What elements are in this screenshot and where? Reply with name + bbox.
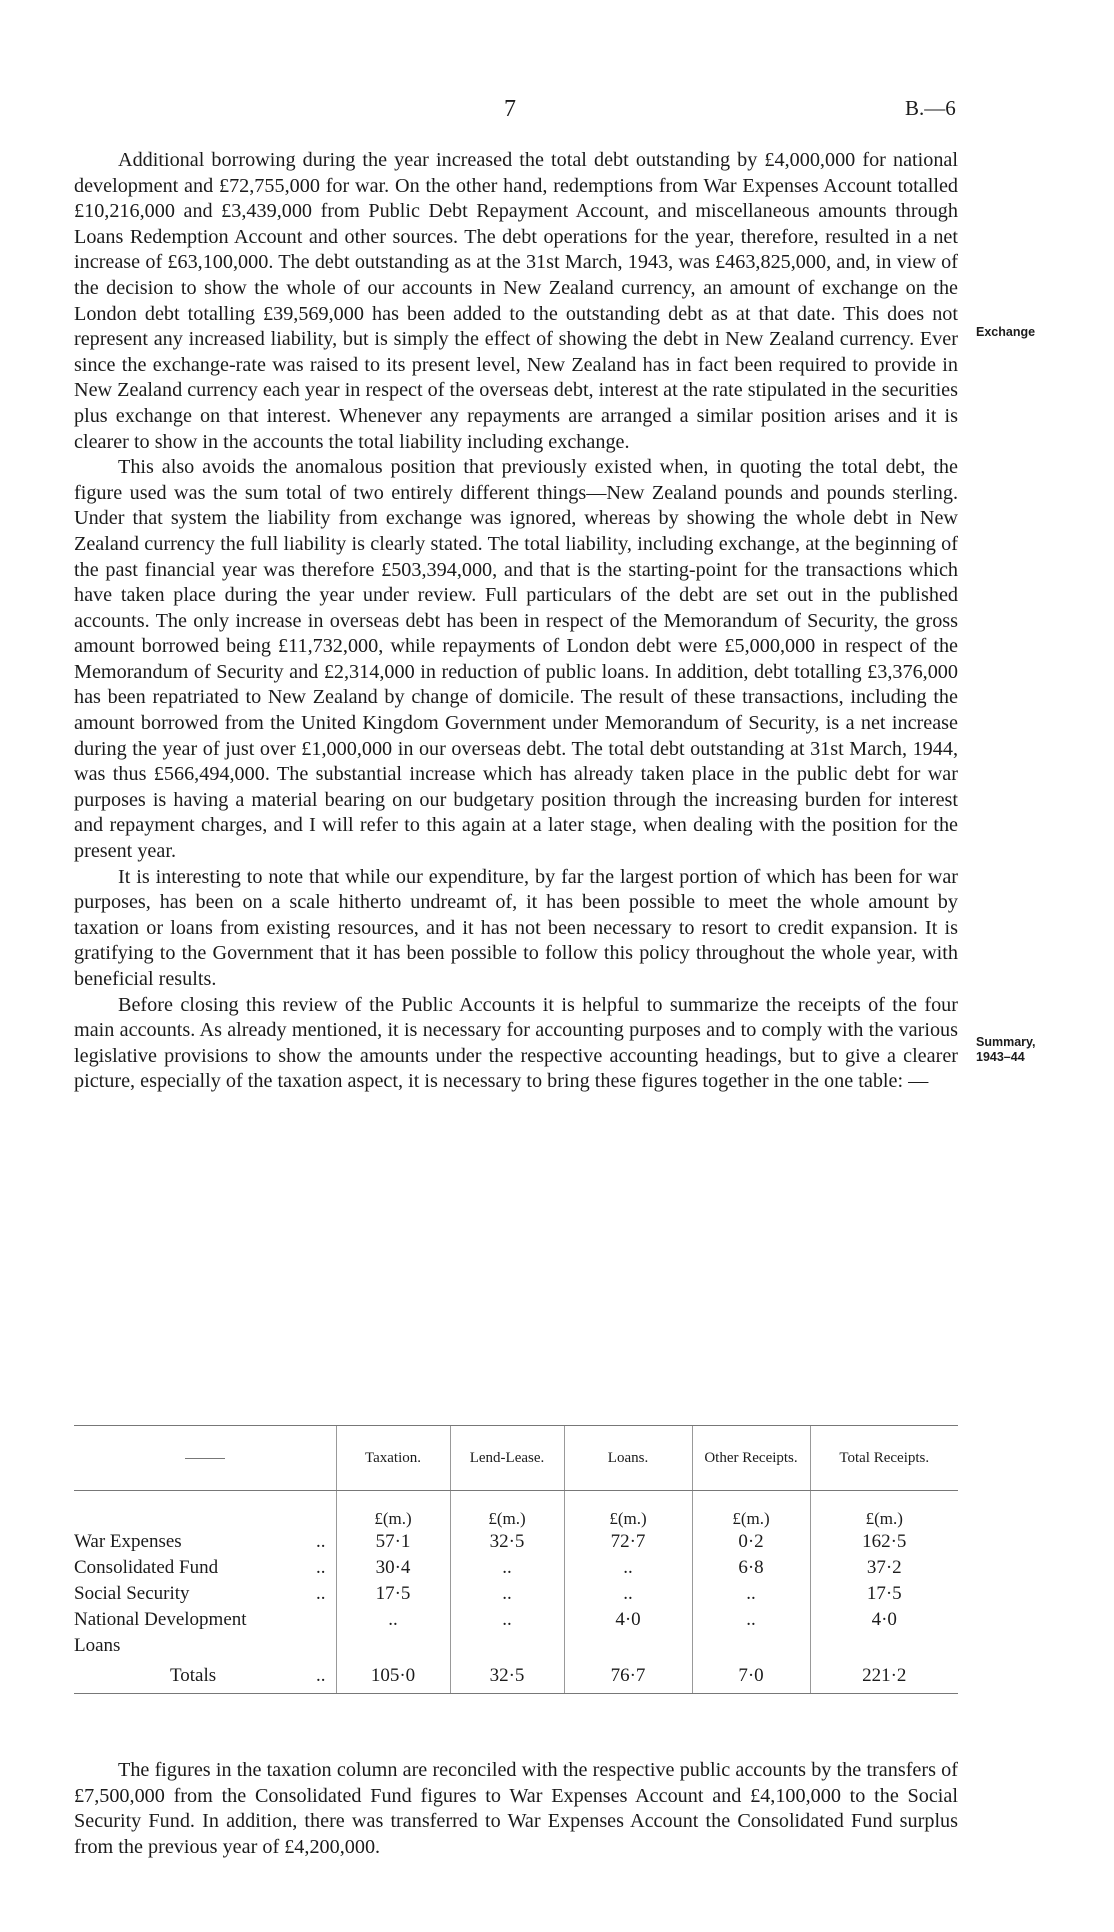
table-cell: .. (450, 1555, 564, 1581)
column-header: Taxation. (336, 1426, 450, 1491)
row-label-text: Social Security (74, 1583, 190, 1604)
row-label (74, 1581, 336, 1607)
table-cell: .. (692, 1607, 810, 1633)
table-row (74, 1555, 958, 1581)
paragraph-summary-intro: Before closing this review of the Public Accounts it is helpful to summarize the receipts of the four main accounts. As already mentioned, it is necessary for accounting purposes and to comply with the various legislative provisions to show the amounts under the respective accounting headings, but to give a clearer picture, especially of the taxation aspect, it is necessary to bring these figures together in the one table: — (74, 993, 958, 1093)
margin-note-summary (976, 1035, 1036, 1065)
document-code: B.—6 (905, 96, 956, 120)
column-header: Other Receipts. (692, 1426, 810, 1491)
totals-cell: 76·7 (564, 1659, 692, 1694)
table-cell: 17·5 (336, 1581, 450, 1607)
table-cell: 4·0 (810, 1607, 958, 1633)
row-label (74, 1555, 336, 1581)
leader-dots: .. (316, 1557, 326, 1578)
table-row-continuation (74, 1633, 958, 1659)
empty-cell (810, 1633, 958, 1659)
table-cell: 17·5 (810, 1581, 958, 1607)
table-cell: .. (336, 1607, 450, 1633)
empty-cell (564, 1633, 692, 1659)
table-cell: 57·1 (336, 1529, 450, 1555)
table-cell: .. (692, 1581, 810, 1607)
unit-cell: £(m.) (810, 1491, 958, 1530)
table-row (74, 1607, 958, 1633)
paragraph-credit-expansion: It is interesting to note that while our expenditure, by far the largest portion of which has been for war purposes, has been on a scale hitherto undreamt of, it has been possible to meet the whole amount by taxation or loans from existing resources, and it has not been necessary to resort to credit expansion. It is gratifying to the Government that it has been possible to follow this policy throughout the whole year, with beneficial results. (74, 865, 958, 990)
table-cell: .. (564, 1581, 692, 1607)
table-cell: .. (450, 1607, 564, 1633)
unit-cell: £(m.) (336, 1491, 450, 1530)
unit-cell: £(m.) (692, 1491, 810, 1530)
totals-cell: 105·0 (336, 1659, 450, 1694)
unit-cell: £(m.) (564, 1491, 692, 1530)
table-cell: 32·5 (450, 1529, 564, 1555)
leader-dots: .. (316, 1665, 326, 1686)
stub-header (74, 1426, 336, 1491)
table-header-row (74, 1426, 958, 1491)
closing-text (74, 1758, 958, 1860)
margin-note-summary-title: Summary, (976, 1035, 1036, 1049)
paragraph-reconciliation: The figures in the taxation column are reconciled with the respective public accounts by the transfers of £7,500,000 from the Consolidated Fund figures to War Expenses Account and £4,100,000 to the Social Security Fund. In addition, there was transferred to War Expenses Account the Consolidated Fund surplus from the previous year of £4,200,000. (74, 1759, 958, 1858)
table-cell: .. (450, 1581, 564, 1607)
empty-cell (692, 1633, 810, 1659)
totals-cell: 32·5 (450, 1659, 564, 1694)
page-number: 7 (504, 96, 516, 122)
row-label (74, 1529, 336, 1555)
totals-row (74, 1659, 958, 1694)
table-cell: 4·0 (564, 1607, 692, 1633)
table-cell: 6·8 (692, 1555, 810, 1581)
receipts-table (74, 1425, 958, 1694)
row-label-text: War Expenses (74, 1531, 182, 1552)
table-cell: 30·4 (336, 1555, 450, 1581)
unit-cell: £(m.) (450, 1491, 564, 1530)
totals-label-text: Totals (170, 1665, 217, 1686)
table-cell: 72·7 (564, 1529, 692, 1555)
totals-cell: 221·2 (810, 1659, 958, 1694)
leader-dots: .. (316, 1583, 326, 1604)
paragraph-debt-operations: Additional borrowing during the year increased the total debt outstanding by £4,000,000 for national development and £72,755,000 for war. On the other hand, redemptions from War Expenses Account totalled £10,216,000 and £3,439,000 from Public Debt Repayment Account, and miscellaneous amounts through Loans Redemption Account and other sources. The debt operations for the year, therefore, resulted in a net increase of £63,100,000. The debt outstanding as at the 31st March, 1943, was £463,825,000, and, in view of the decision to show the whole of our accounts in New Zealand currency, an amount of exchange on the London debt totalling £39,569,000 has been added to the outstanding debt as at that date. This does not represent any increased liability, but is simply the effect of showing the debt in New Zealand currency. Ever since the exchange-rate was raised to its present level, New Zealand has in fact been required to provide in New Zealand currency each year in respect of the overseas debt, interest at the rate stipulated in the securities plus exchange on that interest. Whenever any repayments are arranged a similar position arises and it is clearer to show in the accounts the total liability including exchange. (74, 149, 958, 453)
empty-cell (450, 1633, 564, 1659)
totals-label (74, 1659, 336, 1694)
empty-cell (336, 1633, 450, 1659)
row-label-continuation: Loans (74, 1635, 121, 1656)
paragraph-anomalous-position: This also avoids the anomalous position that previously existed when, in quoting the total debt, the figure used was the sum total of two entirely different things—New Zealand pounds and pounds sterling. Under that system the liability from exchange was ignored, whereas by showing the whole debt in New Zealand currency the full liability is clearly stated. The total liability, including exchange, at the beginning of the past financial year was therefore £503,394,000, and that is the starting-point for the transactions which have taken place during the year under review. Full particulars of the debt are set out in the published accounts. The only increase in overseas debt has been in respect of the Memorandum of Security, the gross amount borrowed being £11,732,000, while repayments of London debt were £5,000,000 in respect of the Memorandum of Security and £2,314,000 in reduction of public loans. In addition, debt totalling £3,376,000 has been repatriated to New Zealand by change of domicile. The result of these transactions, including the amount borrowed from the United Kingdom Government under Memorandum of Security, is a net increase during the year of just over £1,000,000 in our overseas debt. The total debt outstanding at 31st March, 1944, was thus £566,494,000. The substantial increase which has already taken place in the public debt for war purposes is having a material bearing on our budgetary position through the increasing burden for interest and repayment charges, and I will refer to this again at a later stage, when dealing with the position for the present year. (74, 456, 958, 863)
row-label (74, 1607, 336, 1633)
column-header: Loans. (564, 1426, 692, 1491)
leader-dots: .. (316, 1531, 326, 1552)
stub-dash (185, 1458, 225, 1459)
margin-note-summary-year: 1943–44 (976, 1050, 1025, 1064)
column-header: Lend-Lease. (450, 1426, 564, 1491)
row-label-text: National Development (74, 1609, 247, 1630)
totals-cell: 7·0 (692, 1659, 810, 1694)
table-row (74, 1529, 958, 1555)
table-cell: .. (564, 1555, 692, 1581)
units-stub (74, 1491, 336, 1530)
margin-note-exchange: Exchange (976, 325, 1036, 339)
units-row (74, 1491, 958, 1530)
table-row (74, 1581, 958, 1607)
body-text (74, 148, 958, 1095)
column-header: Total Receipts. (810, 1426, 958, 1491)
table-cell: 0·2 (692, 1529, 810, 1555)
row-label-text: Consolidated Fund (74, 1557, 219, 1578)
table-cell: 162·5 (810, 1529, 958, 1555)
table-cell: 37·2 (810, 1555, 958, 1581)
